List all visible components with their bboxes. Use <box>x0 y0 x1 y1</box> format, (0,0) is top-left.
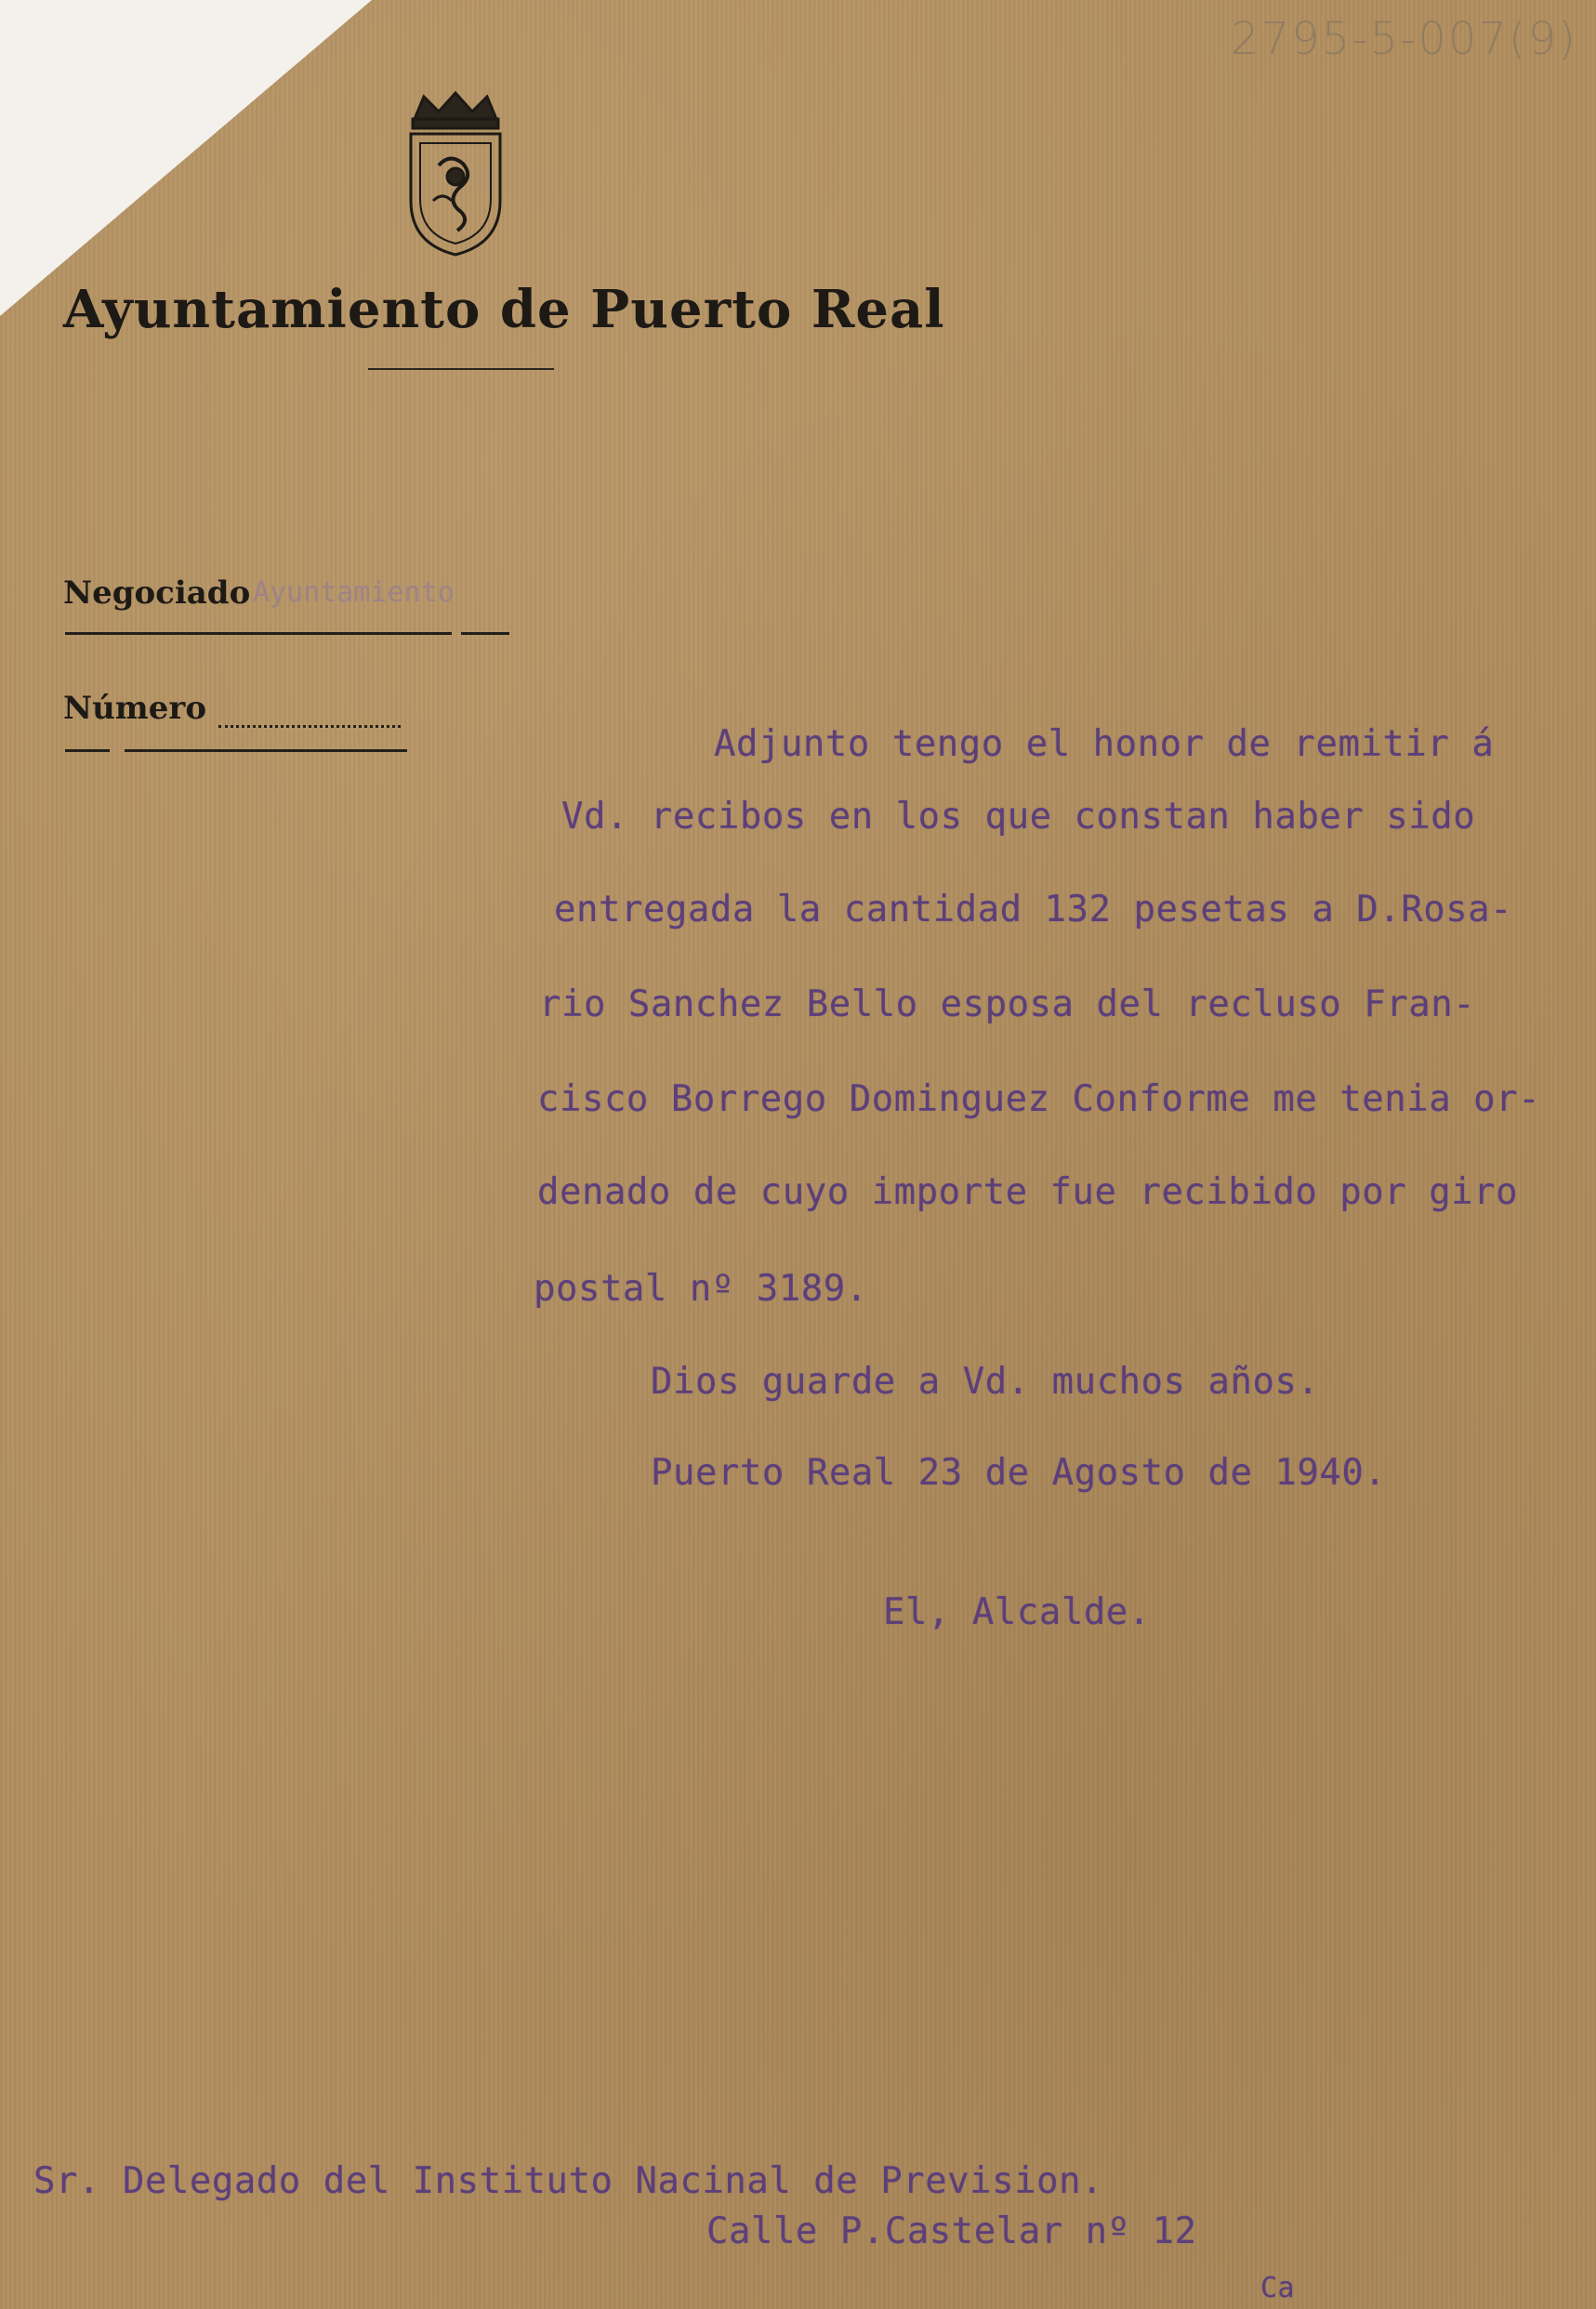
negociado-rule-end <box>461 632 509 635</box>
folded-corner <box>0 0 372 316</box>
recipient-name: Sr. Delegado del Instituto Nacinal de Prevision. <box>33 2160 1104 2202</box>
negociado-rule <box>65 632 452 635</box>
body-line-2: Vd. recibos en los que constan haber sido <box>561 796 1476 838</box>
body-line-3: entregada la cantidad 132 pesetas a D.Rosa- <box>554 889 1513 930</box>
place-date-line: Puerto Real 23 de Agosto de 1940. <box>651 1452 1387 1494</box>
archive-reference: 2795-5-007(9) <box>1231 13 1577 65</box>
negociado-value: Ayuntamiento <box>253 576 455 609</box>
negociado-label: Negociado <box>63 574 251 612</box>
body-line-6: denado de cuyo importe fue recibido por giro <box>537 1171 1519 1213</box>
closing-line: Dios guarde a Vd. muchos años. <box>651 1361 1320 1403</box>
letterhead-underline <box>368 368 554 370</box>
body-line-5: cisco Borrego Dominguez Conforme me tenia or- <box>537 1078 1541 1120</box>
recipient-address: Calle P.Castelar nº 12 <box>706 2210 1197 2252</box>
recipient-city: Ca <box>1260 2272 1296 2304</box>
numero-rule-start <box>65 749 110 752</box>
body-line-7: postal nº 3189. <box>534 1268 868 1310</box>
letterhead-title: Ayuntamiento de Puerto Real <box>63 279 945 340</box>
numero-label: Número <box>63 690 206 727</box>
coat-of-arms-icon <box>402 91 509 258</box>
numero-dotted-line <box>218 725 401 728</box>
numero-rule <box>125 749 407 752</box>
body-line-4: rio Sanchez Bello esposa del recluso Fran- <box>539 983 1476 1025</box>
signature-line: El, Alcalde. <box>883 1591 1151 1633</box>
body-line-1: Adjunto tengo el honor de remitir á <box>714 723 1495 765</box>
